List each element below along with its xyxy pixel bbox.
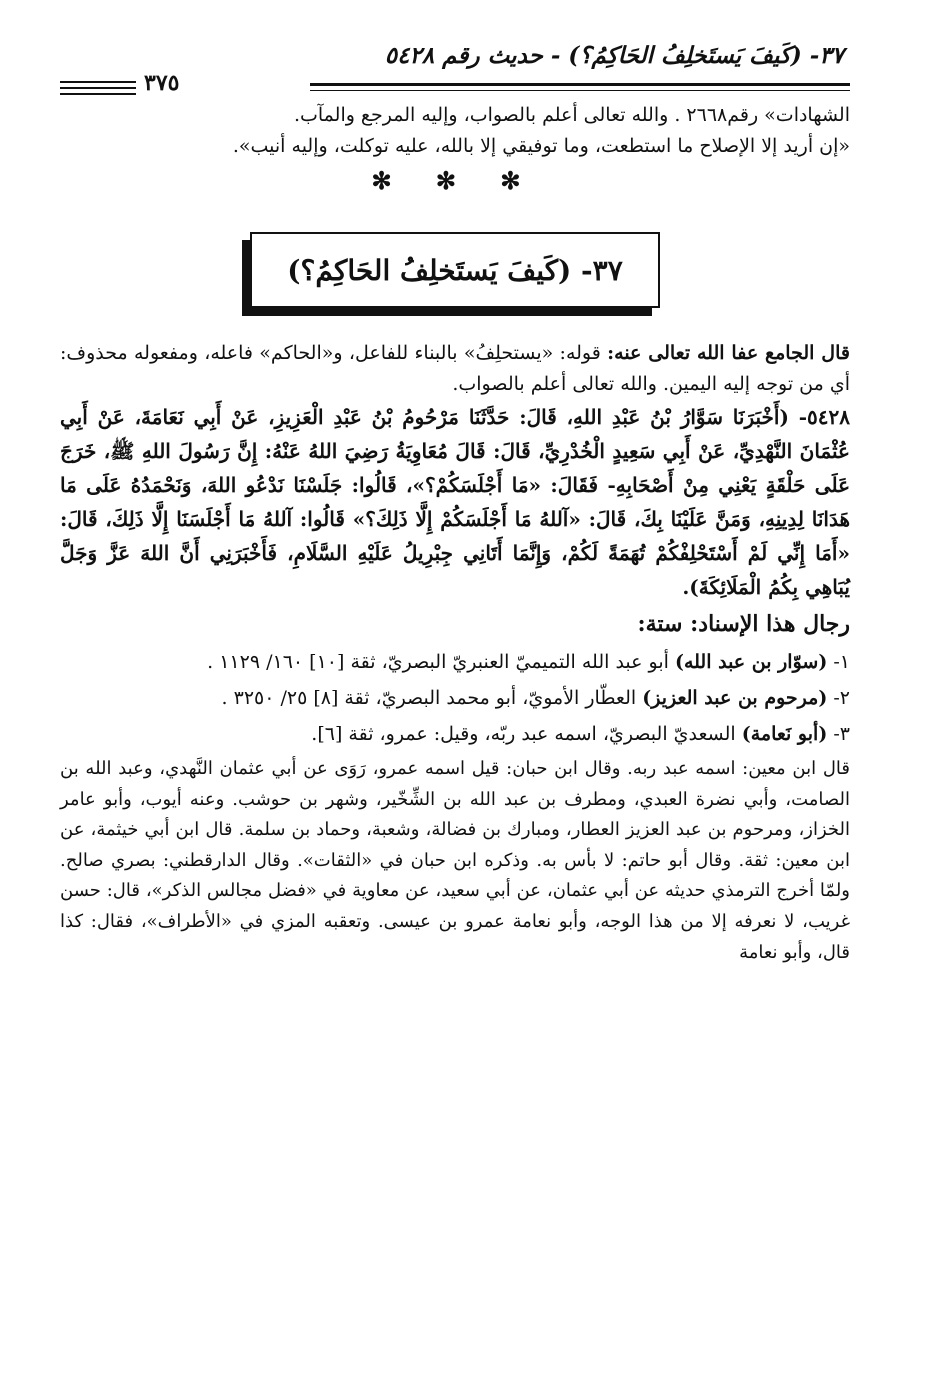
page-number: ٣٧٥ xyxy=(144,70,180,96)
isnad-heading: رجال هذا الإسناد: ستة: xyxy=(637,611,850,637)
narrator-details: أبو عبد الله التميميّ العنبريّ البصريّ، ثقة [١٠] ١٦٠/ ١١٢٩ . xyxy=(207,651,669,673)
header-rule-triple-line xyxy=(60,81,136,83)
narrator-name: (مرحوم بن عبد العزيز) xyxy=(642,687,828,709)
commentary-paragraph xyxy=(60,338,850,400)
narrator-details: العطّار الأمويّ، أبو محمد البصريّ، ثقة [٨] ٢٥/ ٣٢٥٠ . xyxy=(221,687,637,709)
narrator-biography: قال ابن معين: اسمه عبد ربه. وقال ابن حبان: قيل اسمه عمرو، رَوَى عن أبي عثمان النَّهدي، وعبد الله بن الصامت، وأبي نضرة العبدي، ومطرف بن عبد الله بن الشِّخّير، وشهر بن حوشب. وعنه أيوب، وأبو عامر الخزاز، ومرحوم بن عبد العزيز العطار، ومبارك بن فضالة، وشعبة، وحماد بن سلمة. قال ابن أبي خيثمة، عن ابن معين: ثقة. وقال أبو حاتم: لا بأس به. وذكره ابن حبان في «الثقات». وقال الدارقطني: بصري صالح. ولمّا أخرج الترمذي حديثه عن أبي عثمان، عن أبي سعيد، عن معاوية في «فضل مجالس الذكر»، قال: حسن غريب، لا نعرفه إلا من هذا الوجه، وأبو نعامة عمرو بن عيسى. وتعقبه المزي في «الأطراف»، فقال: كذا قال، وأبو نعامة xyxy=(60,758,850,963)
closing-line-2: «إن أريد إلا الإصلاح ما استطعت، وما توفيقي إلا بالله، عليه توكلت، وإليه أنيب». xyxy=(232,135,850,157)
narrator-number: ١- xyxy=(833,651,850,673)
closing-line-1: الشهادات» رقم٢٦٦٨ . والله تعالى أعلم بالصواب، وإليه المرجع والمآب. xyxy=(293,104,850,126)
running-header-title: ٣٧- (كَيفَ يَستَخلِفُ الحَاكِمُ؟) - حديث رقم ٥٤٢٨ xyxy=(384,42,844,69)
narrator-name: (سوّار بن عبد الله) xyxy=(674,651,828,673)
commentary-text: قوله: «يستحلِفُ» بالبناء للفاعل، و«الحاكم» فاعله، ومفعوله محذوف: أي من توجه إليه اليمين. والله تعالى أعلم بالصواب. xyxy=(60,342,850,395)
narrator-name: (أبو نَعامة) xyxy=(741,723,828,745)
hadith-text: ٥٤٢٨- (أَخْبَرَنَا سَوَّارُ بْنُ عَبْدِ اللهِ، قَالَ: حَدَّثَنَا مَرْحُومُ بْنُ عَبْدِ الْعَزِيزِ، عَنْ أَبِي نَعَامَةَ، عَنْ أَبِي عُثْمَانَ النَّهْدِيِّ، عَنْ أَبِي سَعِيدٍ الْخُدْرِيِّ، قَالَ: قَالَ مُعَاوِيَةُ رَضِيَ اللهُ عَنْهُ: إِنَّ رَسُولَ اللهِ ﷺ، خَرَجَ عَلَى حَلْقَةٍ يَعْنِي مِنْ أَصْحَابِهِ- فَقَالَ: «مَا أَجْلَسَكُمْ؟»، قَالُوا: جَلَسْنَا نَدْعُو اللهَ، وَنَحْمَدُهُ عَلَى مَا هَدَانَا لِدِينِهِ، وَمَنَّ عَلَيْنَا بِكَ، قَالَ: «آللهُ مَا أَجْلَسَكُمْ إِلَّا ذَلِكَ؟» قَالُوا: آللهُ مَا أَجْلَسَنَا إِلَّا ذَلِكَ، قَالَ: «أَمَا إِنِّي لَمْ أَسْتَحْلِفْكُمْ تُهَمَةً لَكُمْ، وَإِنَّمَا أَتَانِي جِبْرِيلُ عَلَيْهِ السَّلَامِ، فَأَخْبَرَنِي أَنَّ اللهَ عَزَّ وَجَلَّ يُبَاهِي بِكُمُ الْمَلَائِكَةَ). xyxy=(60,405,850,599)
header-rule-line xyxy=(310,83,850,86)
commentary-lead: قال الجامع عفا الله تعالى عنه: xyxy=(607,342,850,364)
chapter-title: ٣٧- (كَيفَ يَستَخلِفُ الحَاكِمُ؟) xyxy=(250,232,660,308)
narrator-number: ٢- xyxy=(833,687,850,709)
book-page xyxy=(60,40,850,968)
narrator-number: ٣- xyxy=(833,723,850,745)
narrator-entry xyxy=(60,646,850,678)
narrator-details: السعديّ البصريّ، اسمه عبد ربّه، وقيل: عمرو، ثقة [٦]. xyxy=(311,723,736,745)
section-separator-stars: ✻ ✻ ✻ xyxy=(371,166,539,195)
header-rule xyxy=(60,70,850,100)
chapter-title-box xyxy=(250,232,660,308)
narrator-entry xyxy=(60,682,850,714)
narrator-entry xyxy=(60,718,850,750)
